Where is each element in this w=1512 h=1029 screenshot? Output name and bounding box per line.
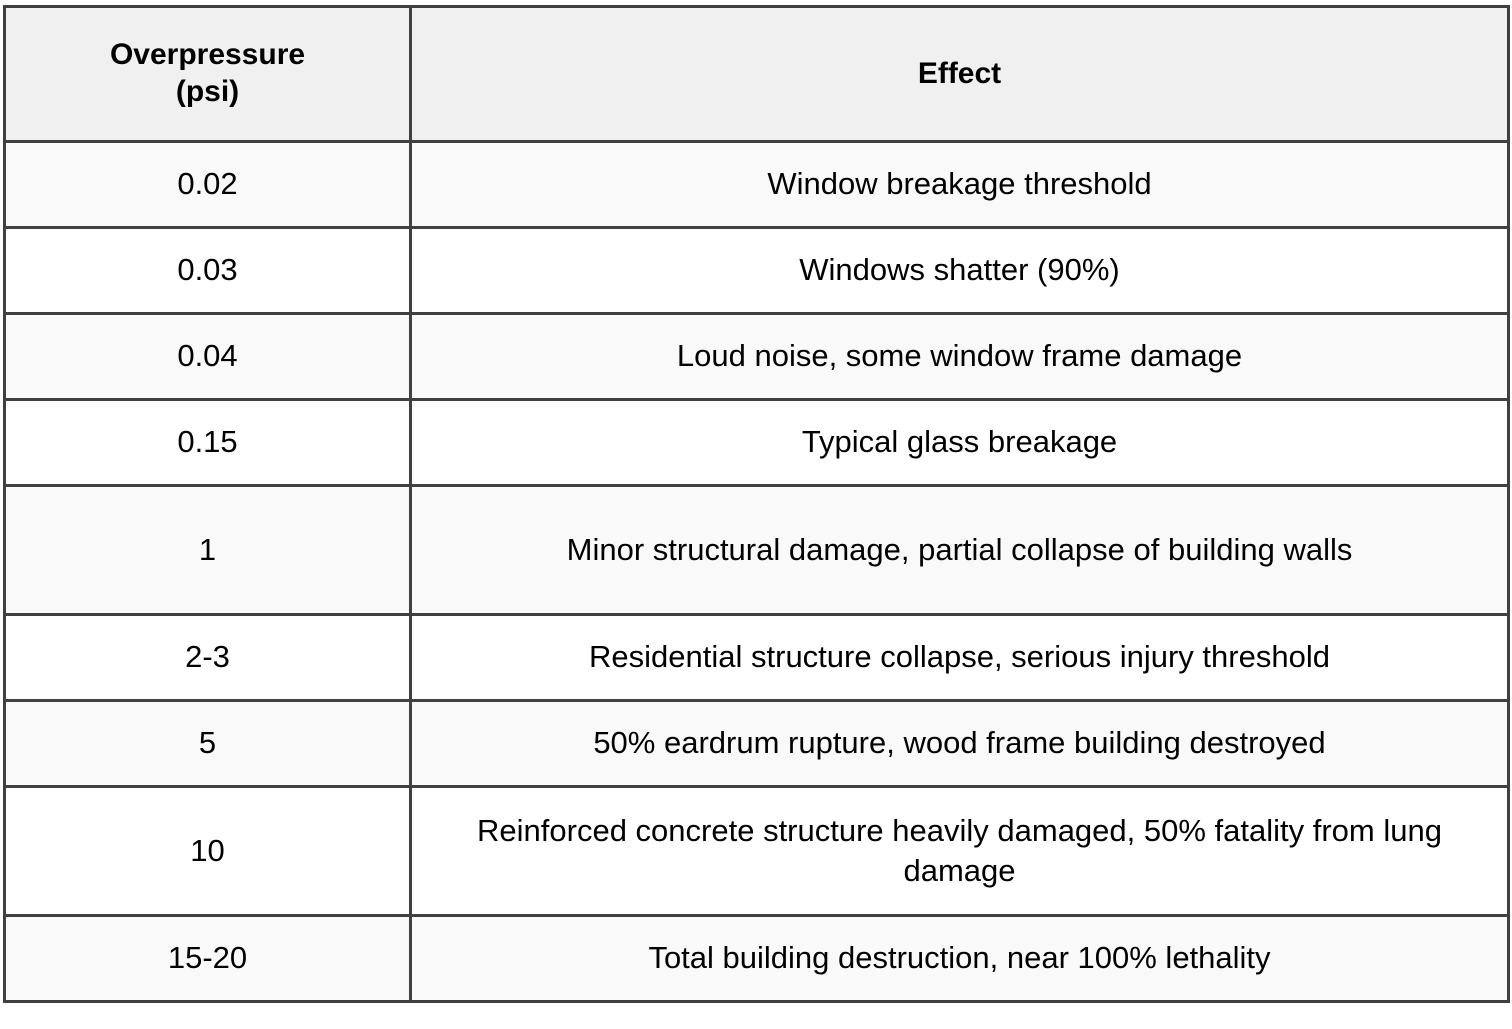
table-row [5, 701, 1509, 787]
table-row [5, 400, 1509, 486]
table-row [5, 142, 1509, 228]
header-row [5, 7, 1509, 142]
table-row [5, 787, 1509, 916]
overpressure-effects-table-container [3, 5, 1507, 1003]
cell-effect: Windows shatter (90%) [411, 228, 1509, 314]
column-header-effect [411, 7, 1509, 142]
cell-effect: 50% eardrum rupture, wood frame building destroyed [411, 701, 1509, 787]
cell-overpressure: 15-20 [5, 916, 411, 1002]
cell-overpressure: 0.15 [5, 400, 411, 486]
cell-effect: Window breakage threshold [411, 142, 1509, 228]
overpressure-effects-table [3, 5, 1510, 1003]
table-body [5, 142, 1509, 1002]
cell-overpressure: 1 [5, 486, 411, 615]
cell-effect: Reinforced concrete structure heavily damaged, 50% fatality from lung damage [411, 787, 1509, 916]
cell-effect: Loud noise, some window frame damage [411, 314, 1509, 400]
table-row [5, 228, 1509, 314]
cell-overpressure: 0.03 [5, 228, 411, 314]
cell-overpressure: 10 [5, 787, 411, 916]
cell-overpressure: 5 [5, 701, 411, 787]
cell-overpressure: 0.02 [5, 142, 411, 228]
column-header-effect-label: Effect [917, 56, 1002, 90]
table-row [5, 486, 1509, 615]
cell-overpressure: 2-3 [5, 615, 411, 701]
table-row [5, 615, 1509, 701]
column-header-overpressure-line2: (psi) [175, 75, 240, 108]
column-header-overpressure-line1: Overpressure [109, 38, 306, 72]
cell-effect: Residential structure collapse, serious injury threshold [411, 615, 1509, 701]
cell-overpressure: 0.04 [5, 314, 411, 400]
cell-effect: Minor structural damage, partial collapse of building walls [411, 486, 1509, 615]
table-row [5, 314, 1509, 400]
table-header [5, 7, 1509, 142]
cell-effect: Total building destruction, near 100% lethality [411, 916, 1509, 1002]
table-row [5, 916, 1509, 1002]
cell-effect: Typical glass breakage [411, 400, 1509, 486]
column-header-overpressure [5, 7, 411, 142]
